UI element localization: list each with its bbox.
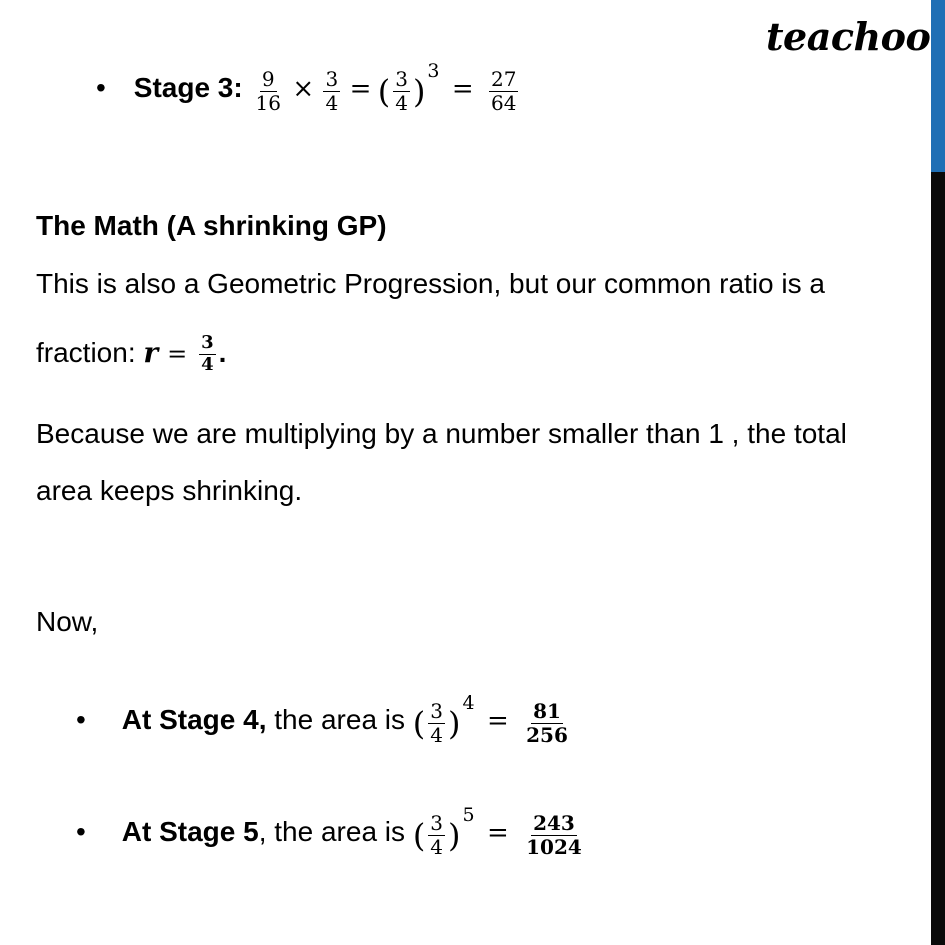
stage3-line: • Stage 3: $\frac{9}{16}$ × $\frac{3}{4}$ = ( $\frac{3}{4}$ )3 = $\frac{27}{64}$ bbox=[96, 60, 517, 115]
stage4-label: At Stage 4, bbox=[121, 704, 267, 735]
fraction-3-4-power: $\frac{3}{4}$ bbox=[430, 811, 444, 859]
ratio-variable: r bbox=[143, 335, 159, 369]
ratio-fraction: $\frac{3}{4}$ bbox=[201, 332, 214, 375]
stage3-label: Stage 3: bbox=[133, 72, 243, 103]
paragraph2-line2: area keeps shrinking. bbox=[36, 475, 303, 506]
section-heading: The Math (A shrinking GP) bbox=[36, 210, 387, 241]
fraction-3-4-power: $\frac{3}{4}$ bbox=[395, 67, 408, 115]
fraction-9-16: $\frac{9}{16}$ bbox=[255, 67, 281, 115]
now-text: Now, bbox=[36, 606, 99, 637]
fraction-27-64: $\frac{27}{64}$ bbox=[491, 67, 517, 115]
paragraph2-line1: Because we are multiplying by a number smaller than 1 , the total bbox=[36, 418, 847, 449]
exponent: 5 bbox=[462, 804, 475, 826]
fraction-3-4: $\frac{3}{4}$ bbox=[325, 67, 339, 115]
stage4-line: • At Stage 4, the area is ( $\frac{3}{4}$ )4 = $\frac{81}{256}$ bbox=[76, 692, 568, 747]
paragraph1-line1: This is also a Geometric Progression, but our common ratio is a bbox=[36, 268, 825, 299]
stage5-label: At Stage 5 bbox=[121, 816, 259, 847]
bullet-icon: • bbox=[76, 816, 86, 847]
equals-sign: = bbox=[349, 74, 372, 104]
bullet-icon: • bbox=[96, 72, 106, 103]
fraction-81-256: $\frac{81}{256}$ bbox=[526, 699, 568, 747]
equals-sign: = bbox=[451, 74, 474, 104]
times-sign: × bbox=[292, 74, 315, 104]
fraction-243-1024: $\frac{243}{1024}$ bbox=[526, 811, 582, 859]
fraction-3-4-power: $\frac{3}{4}$ bbox=[430, 699, 444, 747]
exponent: 3 bbox=[427, 60, 440, 82]
teachoo-logo: teachoo bbox=[766, 14, 931, 59]
stage5-line: • At Stage 5, the area is ( $\frac{3}{4}$ )5 = $\frac{243}{1024}$ bbox=[76, 804, 582, 859]
paragraph1-line2: fraction: r = $\frac{3}{4}$ . bbox=[36, 332, 227, 375]
bullet-icon: • bbox=[76, 704, 86, 735]
sidebar-dark-bar bbox=[931, 172, 945, 945]
exponent: 4 bbox=[462, 692, 475, 714]
sidebar-accent-bar bbox=[931, 0, 945, 172]
